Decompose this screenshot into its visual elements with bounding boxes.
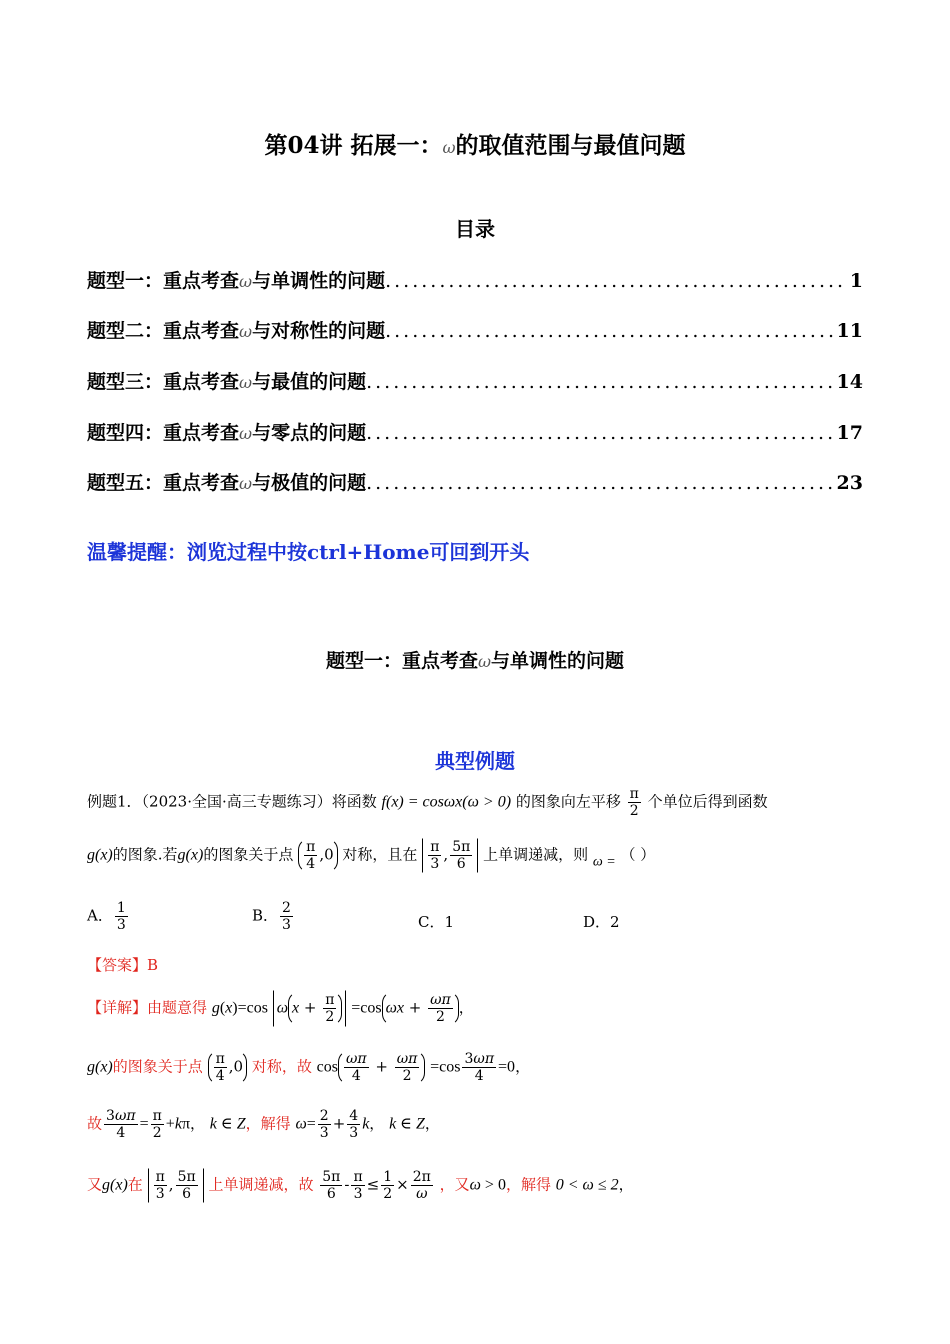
toc-page-number: 17 — [836, 422, 863, 444]
detail-line-2: g(x)的图象关于点 $\frac{\pi}{4}$ ,0 对称，故 cos $\frac{\omega\pi}{4}$ + $\frac{\omega\pi}{2}$ =cos $\frac{3\omega\pi}{4}$ =0， — [87, 1051, 531, 1084]
subheading: 典型例题 — [435, 749, 515, 773]
toc-heading: 目录 — [455, 217, 495, 241]
tip-note: 温馨提醒：浏览过程中按ctrl+Home可回到开头 — [87, 540, 530, 564]
question-line-2: g(x)的图象.若g(x)的图象关于点 $\frac{\pi}{4}$ ,0 对称，且在 $\frac{\pi}{3}$ , $\frac{5\pi}{6}$ 上单调递减，则 ω = （ ） — [87, 839, 656, 872]
answer: 【答案】B — [87, 956, 159, 974]
toc-item[interactable]: 题型二：重点考查 ω 与对称性的问题 ..... 11 — [87, 316, 863, 344]
toc-page-number: 11 — [836, 320, 863, 342]
choice-b[interactable]: B． $\frac{2}{3}$ — [252, 900, 291, 933]
omega-symbol: ω — [442, 138, 456, 157]
toc-item[interactable]: 题型四：重点考查 ω 与零点的问题 ..... 17 — [87, 418, 863, 446]
question-line-1: 例题1．（2023·全国·高三专题练习）将函数 f(x) = cosωx(ω > 0) 的图象向左平移 $\frac{\pi}{2}$ 个单位后得到函数 — [87, 786, 768, 819]
choice-d[interactable]: D．2 — [583, 913, 620, 931]
toc-item[interactable]: 题型五：重点考查 ω 与极值的问题 ..... 23 — [87, 468, 863, 496]
toc-item[interactable]: 题型三：重点考查 ω 与最值的问题 ..... 14 — [87, 367, 863, 395]
choice-a[interactable]: A． $\frac{1}{3}$ — [87, 900, 126, 933]
toc-page-number: 23 — [836, 472, 863, 494]
toc-item[interactable]: 题型一：重点考查 ω 与单调性的问题 ..... 1 — [87, 266, 863, 294]
detail-line-1: 【详解】由题意得 g(x)=cos ω x + $\frac{\pi}{2}$ =cos ωx + $\frac{\omega\pi}{2}$ ， — [87, 992, 474, 1025]
toc-page-number: 1 — [849, 270, 863, 292]
toc-page-number: 14 — [836, 371, 863, 393]
detail-line-3: 故 $\frac{3\omega\pi}{4}$ = $\frac{\pi}{2}$ +kπ， k ∈ Z，解得 ω= $\frac{2}{3}$ + $\frac{4}{3}$ k， k ∈ Z， — [87, 1108, 440, 1141]
detail-line-4: 又g(x)在 $\frac{\pi}{3}$ , $\frac{5\pi}{6}$ 上单调递减，故 $\frac{5\pi}{6}$ - $\frac{\pi}{3}$ ≤ $\frac{1}{2}$ × $\frac{2\pi}{\omega}$ ，又ω > 0，解得 0 < ω ≤ 2， — [87, 1169, 634, 1202]
page-title: 第04讲 拓展一：ω的取值范围与最值问题 — [264, 132, 686, 159]
choice-c[interactable]: C．1 — [418, 913, 455, 931]
section-heading: 题型一：重点考查ω与单调性的问题 — [325, 650, 625, 672]
